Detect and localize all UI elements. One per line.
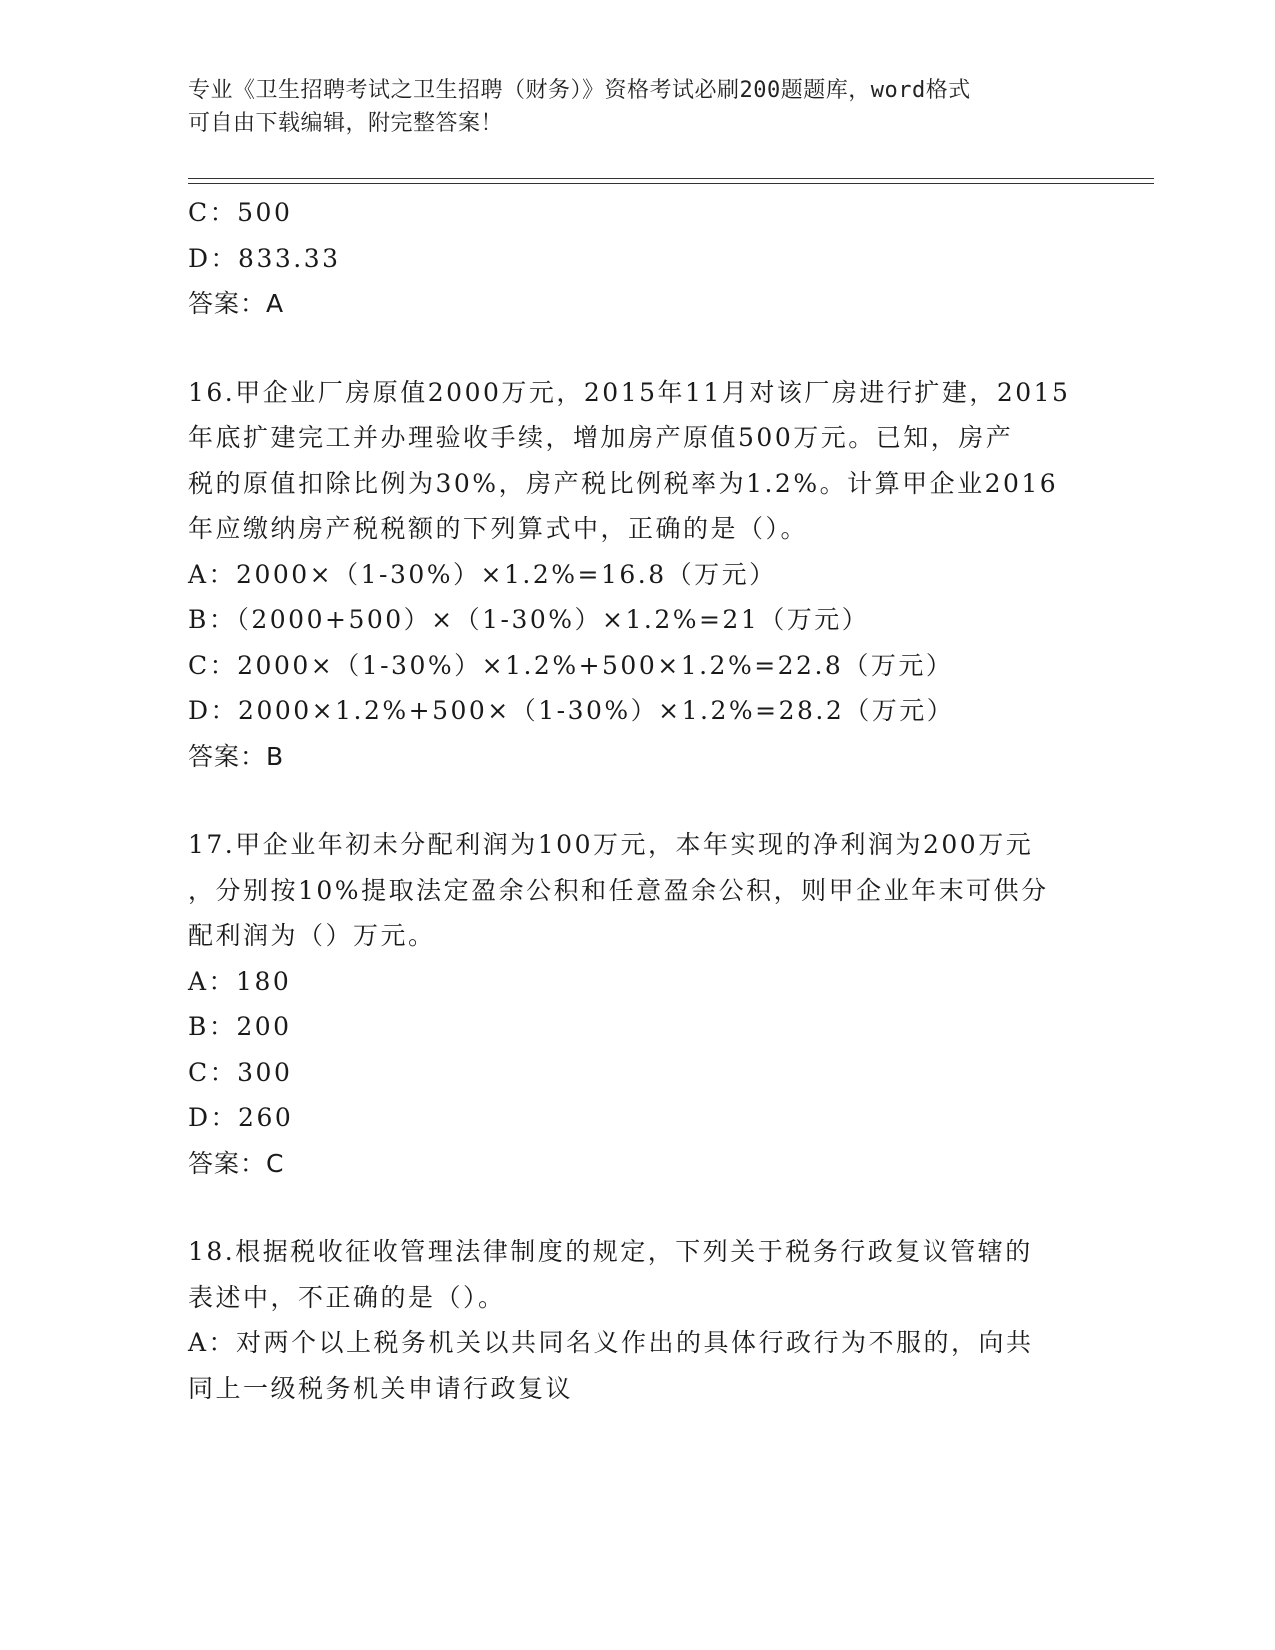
question-16 [188,370,1088,780]
prev-question-block [188,190,1088,327]
spacer [188,1186,1088,1229]
header-divider-top [188,178,1154,179]
header-line-1: 专业《卫生招聘考试之卫生招聘（财务）》资格考试必刷200题题库，word格式 [188,78,971,103]
header-line-2: 可自由下载编辑，附完整答案！ [188,111,504,136]
option-c: C：300 [188,1057,293,1087]
question-stem-line: 17.甲企业年初未分配利润为100万元，本年实现的净利润为200万元 [188,830,1034,859]
option-a-continued: 同上一级税务机关申请行政复议 [188,1373,574,1403]
question-17 [188,822,1088,1186]
option-b: B：（2000+500）×（1-30%）×1.2%=21（万元） [188,605,870,634]
spacer [188,779,1088,822]
question-stem-line: 18.根据税收征收管理法律制度的规定，下列关于税务行政复议管辖的 [188,1237,1033,1266]
question-stem-line: 表述中，不正确的是（）。 [188,1282,506,1312]
answer-line: 答案：A [188,289,285,318]
question-content [188,190,1088,1411]
question-stem-line: ，分别按10%提取法定盈余公积和任意盈余公积，则甲企业年末可供分 [188,875,1049,905]
option-a: A：对两个以上税务机关以共同名义作出的具体行政行为不服的，向共 [188,1328,1034,1357]
option-a: A：180 [188,966,292,996]
question-stem-line: 年底扩建完工并办理验收手续，增加房产原值500万元。已知，房产 [188,423,1014,452]
option-c: C：2000×（1-30%）×1.2%+500×1.2%=22.8（万元） [188,650,954,680]
question-stem-line: 税的原值扣除比例为30%，房产税比例税率为1.2%。计算甲企业2016 [188,468,1059,498]
page-header [188,74,1088,140]
option-d: D：2000×1.2%+500×（1-30%）×1.2%=28.2（万元） [188,696,955,725]
option-b: B：200 [188,1012,292,1041]
question-18 [188,1229,1088,1411]
option-c: C：500 [188,198,293,227]
answer-line: 答案：B [188,741,285,771]
question-stem-line: 配利润为（）万元。 [188,921,436,950]
answer-line: 答案：C [188,1148,285,1178]
spacer [188,327,1088,370]
question-stem-line: 年应缴纳房产税税额的下列算式中，正确的是（）。 [188,514,809,543]
option-a: A：2000×（1-30%）×1.2%=16.8（万元） [188,559,777,589]
option-d: D：833.33 [188,243,341,273]
option-d: D：260 [188,1103,294,1132]
question-stem-line: 16.甲企业厂房原值2000万元，2015年11月对该厂房进行扩建，2015 [188,377,1071,407]
header-divider-bottom [188,183,1154,184]
